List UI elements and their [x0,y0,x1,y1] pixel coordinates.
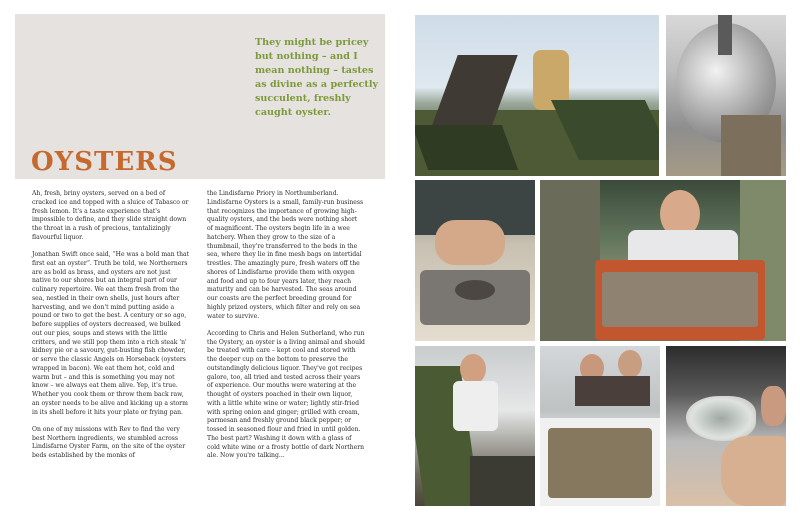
pull-quote: They might be pricey but nothing – and I mean nothing – tastes as divine as a perfectly succulent, freshly caught oyster. [255,37,379,118]
text-column-2 [207,190,365,470]
photo-oyster-trays [540,346,660,506]
photo-oyster-knife [415,180,535,341]
photo-open-oyster [666,346,786,506]
article-title: OYSTERS [31,147,178,177]
text-column-1 [32,190,190,469]
paragraph: Ah, fresh, briny oysters, served on a bed of cracked ice and topped with a sluice of Tabasco or fresh lemon. It's a taste experience that's impossible to define, and they slide straight down the throat in a rush of precious, tantalizingly flavourful liquor. [32,190,189,241]
photo-sorting-oysters [415,346,535,506]
paragraph: According to Chris and Helen Sutherland, who run the Oystery, an oyster is a living animal and should be treated with care – kept cool and stored with the deeper cup on the bottom to preserve the outstandingly delicious liquor. They've got recipes galore, too, all tried and tested across their years of experience. Our mouths were watering at the thought of oysters poached in their own liquor, with a little white wine or water; lightly stir-fried with spring onion and ginger; grilled with cream, parmesan and freshly ground black pepper; or tossed in seasoned flour and fried in until golden. The best part? Washing it down with a glass of cold white wine or a frosty bottle of dark Northern ale. Now you're talking... [207,329,365,460]
photo-man-with-crate [540,180,786,341]
article-body [15,179,385,506]
photo-oyster-grader [666,15,786,176]
photo-oyster-beds [415,15,659,176]
paragraph: the Lindisfarne Priory in Northumberland. Lindisfarne Oysters is a small, family-run business that recognizes the importance of growing high-quality oysters, and the beds were nothing short of magnificent. The oysters begin life in a wee hatchery. When they grow to the size of a thumbnail, they're transferred to the beds in the sea, where they lie in fine mesh bags on intertidal trestles. The amazingly pure, fresh waters off the shores of Lindisfarne provide them with oxygen and food and up to four years later, they reach maturity and can be harvested. The seas around our coasts are the perfect breeding ground for highly prized oysters, which filter and rely on sea water to survive. [207,190,364,320]
title-panel [15,14,385,179]
paragraph: Jonathan Swift once said, “He was a bold man that first eat an oyster”. Truth be told, we Northerners are as bold as brass, and oysters are not just native to our shores but an integral part of our culinary repertoire. We eat them fresh from the sea, nestled in their own shells, just hours after harvesting, and we don't mind putting aside a pound or two to get the best. A century or so ago, before supplies of oysters decreased, we bulked out our pies, soups and stews with the little critters, and we still pop them into a rich steak 'n' kidney pie or a savoury, gut-busting fish chowder, or serve the classic Angels on Horseback (oysters wrapped in bacon). We eat them hot, cold and warm but – and this is something you may not know – we always eat them alive. Yep, it's true. Whether you cook them or throw them back raw, an oyster needs to be alive and kicking up a storm in its shell before it hits your plate or frying pan. [32,251,190,416]
article-page [15,14,385,506]
paragraph: On one of my missions with Rev to find the very best Northern ingredients, we stumbled across Lindisfarne Oyster Farm, on the site of the oyster beds established by the monks of [32,425,186,459]
